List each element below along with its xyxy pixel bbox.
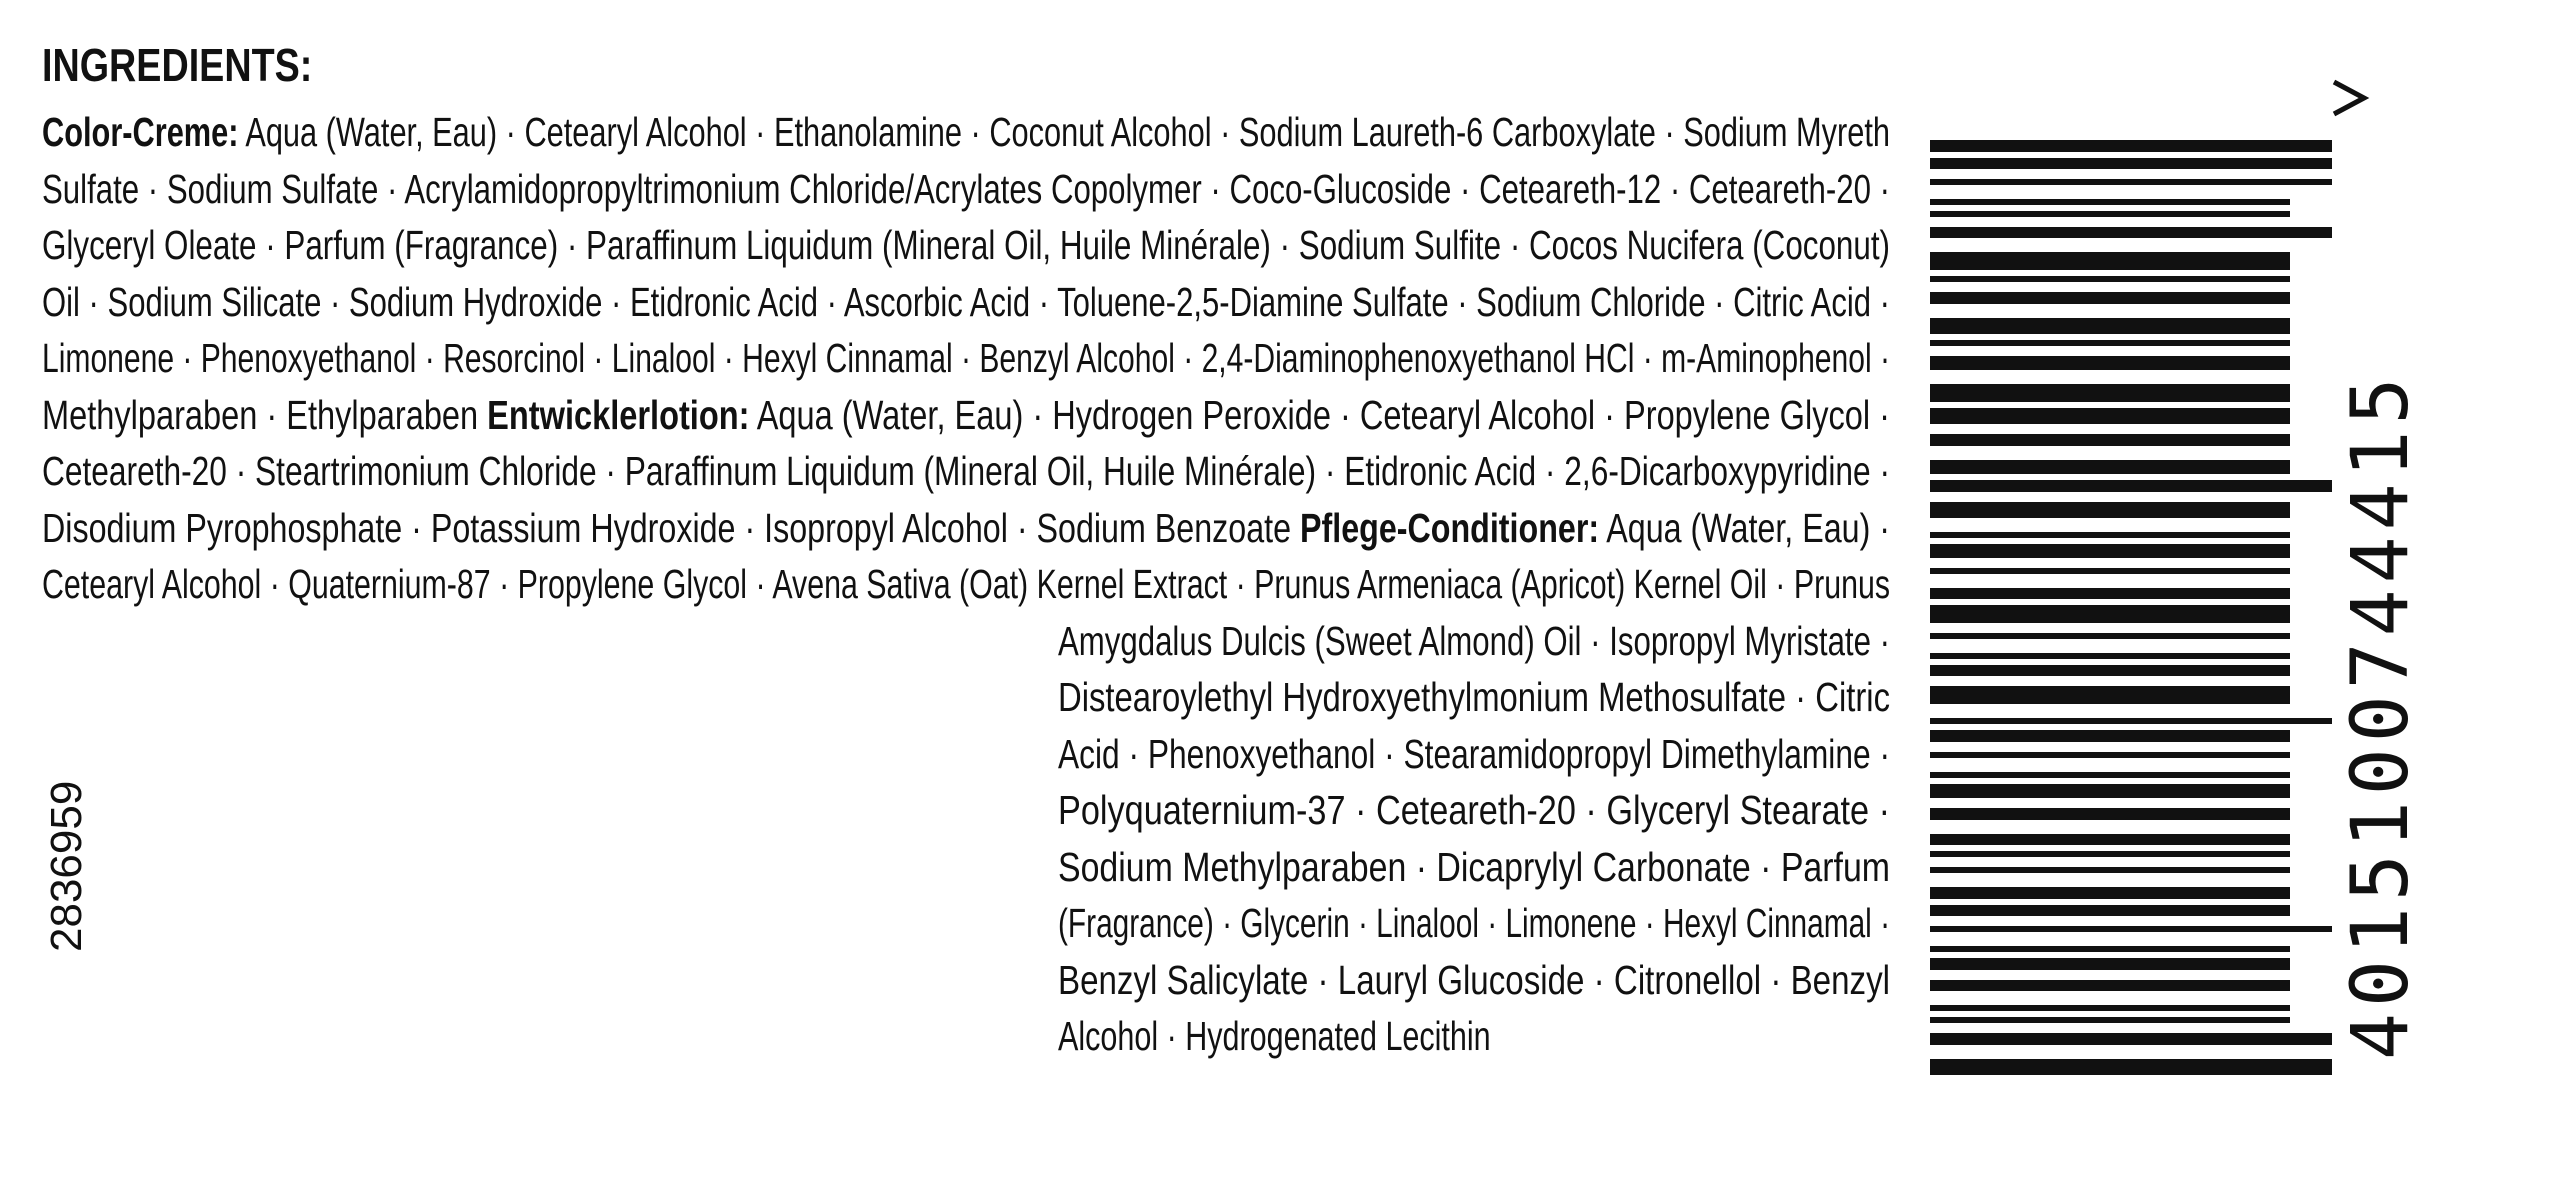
ingredient-line	[42, 556, 1890, 613]
ingredient-line	[42, 839, 1890, 896]
ingredients-heading: INGREDIENTS:	[42, 39, 313, 91]
barcode-bar	[1930, 480, 2332, 492]
barcode-bar	[1930, 460, 2290, 474]
ingredient-line	[42, 217, 1890, 274]
ingredient-text: Distearoylethyl Hydroxyethylmonium Methosulfate · Citric	[1058, 674, 1890, 720]
barcode-bar	[1930, 252, 2290, 270]
barcode-bar	[1930, 588, 2290, 599]
barcode-bar	[1930, 926, 2332, 932]
barcode-bar	[1930, 199, 2290, 205]
ingredient-line	[42, 726, 1890, 783]
product-code: 2836959	[42, 780, 91, 952]
barcode-bar	[1930, 227, 2332, 238]
ingredient-text: Cetearyl Alcohol · Quaternium-87 · Propylene Glycol · Avena Sativa (Oat) Kernel Extract · Prunus Armeniaca (Apricot) Kernel Oil · Prunus	[42, 561, 1890, 607]
ingredient-line	[42, 387, 1890, 444]
barcode-bar	[1930, 140, 2332, 152]
barcode-bar	[1930, 1033, 2332, 1045]
barcode-bar	[1930, 318, 2290, 334]
barcode-bar	[1930, 834, 2290, 845]
ingredient-text: Polyquaternium-37 · Ceteareth-20 · Glyceryl Stearate ·	[1058, 787, 1890, 833]
ingredient-text: Amygdalus Dulcis (Sweet Almond) Oil · Isopropyl Myristate ·	[1058, 617, 1890, 664]
ingredient-line	[42, 330, 1890, 387]
barcode-bar	[1930, 808, 2290, 820]
ingredient-line	[42, 613, 1890, 670]
ingredient-text: (Fragrance) · Glycerin · Linalool · Limonene · Hexyl Cinnamal ·	[1058, 900, 1890, 946]
barcode-bar	[1930, 605, 2290, 623]
ingredient-text: Disodium Pyrophosphate · Potassium Hydroxide · Isopropyl Alcohol · Sodium Benzoate	[42, 504, 1300, 551]
barcode-bar	[1930, 158, 2332, 169]
barcode-bar	[1930, 384, 2290, 402]
barcode-bar	[1930, 772, 2290, 778]
ingredient-line	[42, 104, 1890, 161]
barcode-bar	[1930, 752, 2290, 758]
barcode-bars	[1930, 140, 2332, 1060]
ingredient-line	[42, 782, 1890, 839]
ingredient-text: Alcohol · Hydrogenated Lecithin	[1058, 1013, 1491, 1059]
barcode-bar	[1930, 980, 2290, 991]
barcode-bar	[1930, 276, 2290, 282]
barcode-bar	[1930, 544, 2290, 558]
ingredient-text: Methylparaben · Ethylparaben	[42, 391, 488, 438]
barcode-bar	[1930, 718, 2332, 724]
barcode-bar	[1930, 179, 2332, 185]
barcode-bar	[1930, 665, 2290, 676]
ingredient-line	[42, 952, 1890, 1009]
ingredient-text: Limonene · Phenoxyethanol · Resorcinol · Linalool · Hexyl Cinnamal · Benzyl Alcohol · 2,4-Diaminophenoxyethanol HCl · m-Aminophenol ·	[42, 335, 1890, 381]
barcode-bar	[1930, 340, 2290, 346]
barcode-bar	[1930, 292, 2290, 304]
barcode-bar	[1930, 356, 2290, 370]
barcode-bar	[1930, 784, 2290, 798]
barcode-bar	[1930, 633, 2290, 639]
ingredient-text: Glyceryl Oleate · Parfum (Fragrance) · Paraffinum Liquidum (Mineral Oil, Huile Minérale) · Sodium Sulfite · Cocos Nucifera (Coconut)	[42, 222, 1890, 268]
ingredient-text: Oil · Sodium Silicate · Sodium Hydroxide · Etidronic Acid · Ascorbic Acid · Toluene-2,5-Diamine Sulfate · Sodium Chloride · Citric Acid ·	[42, 278, 1890, 325]
barcode-bar	[1930, 730, 2290, 742]
barcode-bar	[1930, 653, 2290, 659]
barcode-bar	[1930, 905, 2290, 916]
barcode-bar	[1930, 946, 2290, 952]
barcode-bar	[1930, 532, 2290, 538]
ingredient-text: Aqua (Water, Eau) · Hydrogen Peroxide · Cetearyl Alcohol · Propylene Glycol ·	[749, 391, 1890, 438]
section-label: Pflege-Conditioner:	[1299, 504, 1600, 551]
barcode-bar	[1930, 211, 2290, 217]
barcode-bar	[1930, 887, 2290, 899]
ingredient-text: Sulfate · Sodium Sulfate · Acrylamidopropyltrimonium Chloride/Acrylates Copolymer · Coco-Glucoside · Ceteareth-12 · Ceteareth-20 ·	[42, 165, 1890, 212]
barcode-bar	[1930, 502, 2290, 518]
ingredient-line	[42, 161, 1890, 218]
barcode-bar	[1930, 408, 2290, 424]
barcode-digits: 4015100744415	[2336, 371, 2426, 1060]
barcode-bar	[1930, 867, 2290, 873]
barcode-end-mark	[2330, 78, 2370, 118]
barcode-bar	[1930, 568, 2290, 574]
barcode-bar	[1930, 958, 2290, 970]
ingredient-line	[42, 895, 1890, 952]
barcode-bar	[1930, 434, 2290, 446]
ingredient-text: Acid · Phenoxyethanol · Stearamidopropyl Dimethylamine ·	[1058, 730, 1890, 777]
ingredient-text: Aqua (Water, Eau) ·	[1599, 504, 1890, 551]
section-label: Color-Creme:	[42, 109, 239, 155]
ingredient-text: Ceteareth-20 · Steartrimonium Chloride · Paraffinum Liquidum (Mineral Oil, Huile Minérale) · Etidronic Acid · 2,6-Dicarboxypyridine ·	[42, 448, 1890, 494]
ingredient-line	[42, 274, 1890, 331]
ingredient-line	[42, 669, 1890, 726]
barcode-bar	[1930, 1059, 2332, 1075]
ingredient-line	[42, 443, 1890, 500]
barcode-bar	[1930, 851, 2290, 857]
barcode-bar	[1930, 1017, 2290, 1023]
barcode-bar	[1930, 686, 2290, 704]
ingredient-line	[42, 500, 1890, 557]
ingredient-line	[42, 1008, 1890, 1065]
barcode-bar	[1930, 1005, 2290, 1011]
ingredient-text: Aqua (Water, Eau) · Cetearyl Alcohol · Ethanolamine · Coconut Alcohol · Sodium Laureth-6 Carboxylate · Sodium Myreth	[238, 109, 1891, 155]
ingredients-list	[42, 104, 1890, 1065]
ingredient-text: Benzyl Salicylate · Lauryl Glucoside · Citronellol · Benzyl	[1058, 956, 1890, 1003]
section-label: Entwicklerlotion:	[487, 391, 750, 438]
barcode	[1930, 60, 2426, 1100]
ingredient-text: Sodium Methylparaben · Dicaprylyl Carbonate · Parfum	[1058, 843, 1890, 890]
